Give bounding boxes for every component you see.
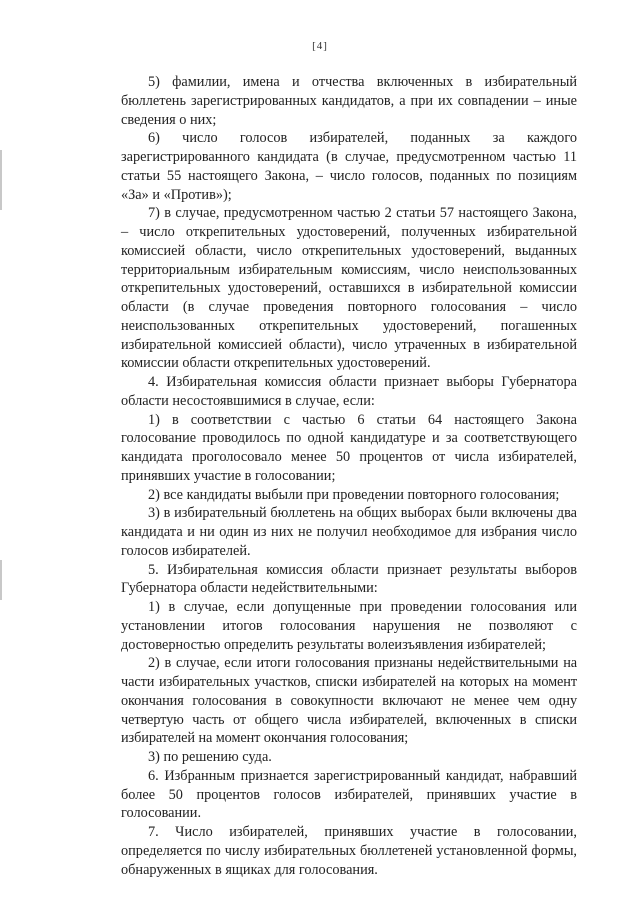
- paragraph-section-7-voter-count: 7. Число избирателей, принявших участие в голосовании, определяется по числу избирательных бюллетеней установленной формы, обнаруженных в ящиках для голосования.: [121, 824, 577, 878]
- paragraph-section-4-item-3: 3) в избирательный бюллетень на общих выборах были включены два кандидата и ни один из них не получил необходимое для избрания число голосов избирателей.: [121, 505, 577, 559]
- paragraph-section-5-item-2: 2) в случае, если итоги голосования признаны недействительными на части избирательных участков, списки избирателей на которых на момент окончания голосования в совокупности включают не менее чем одну четвертую часть от общего числа избирателей, включенных в списки избирателей на момент окончания голосования;: [121, 655, 577, 747]
- paragraph-section-5-item-1: 1) в случае, если допущенные при проведении голосования или установлении итогов голосования нарушения не позволяют с достоверностью определить результаты волеизъявления избирателей;: [121, 599, 577, 653]
- paragraph-section-4-item-2: 2) все кандидаты выбыли при проведении повторного голосования;: [148, 486, 560, 503]
- paragraph-item-6-votes-per-candidate: 6) число голосов избирателей, поданных за каждого зарегистрированного кандидата (в случае, предусмотренном частью 11 статьи 55 настоящего Закона, – число голосов, поданных по позициям «За» и «Против»);: [121, 130, 577, 203]
- paragraph-item-5-candidate-names: 5) фамилии, имена и отчества включенных в избирательный бюллетень зарегистрированных кандидатов, а при их совпадении – иные сведения о них;: [121, 74, 577, 128]
- page-number: [4]: [312, 40, 328, 52]
- document-body: [121, 73, 577, 879]
- paragraph-section-6-elected: 6. Избранным признается зарегистрированный кандидат, набравший более 50 процентов голосов избирателей, принявших участие в голосовании.: [121, 767, 577, 822]
- paragraph-section-5-results-invalid: 5. Избирательная комиссия области признает результаты выборов Губернатора области недействительными:: [121, 561, 577, 597]
- scan-edge-mark: [0, 150, 2, 210]
- paragraph-section-5-item-3: 3) по решению суда.: [148, 749, 272, 765]
- scan-edge-mark: [0, 560, 2, 600]
- paragraph-section-4-item-1: 1) в соответствии с частью 6 статьи 64 настоящего Закона голосование проводилось по одной кандидатуре и за соответствующего кандидата проголосовало менее 50 процентов от числа избирателей, принявших участие в голосовании;: [121, 411, 577, 484]
- paragraph-section-4-elections-invalid: 4. Избирательная комиссия области признает выборы Губернатора области несостоявшимися в случае, если:: [121, 374, 577, 409]
- paragraph-item-7-absentee-certificates: 7) в случае, предусмотренном частью 2 статьи 57 настоящего Закона, – число открепительных удостоверений, полученных избирательной комиссией области, число открепительных удостоверений, выданных территориальным избирательным комиссиям, число неиспользованных открепительных удостоверений, оставшихся в избирательной комиссии области (в случае проведения повторного голосования – число неиспользованных открепительных удостоверений, погашенных избирательной комиссией области), число утраченных в избирательной комиссии области открепительных удостоверений.: [121, 205, 577, 372]
